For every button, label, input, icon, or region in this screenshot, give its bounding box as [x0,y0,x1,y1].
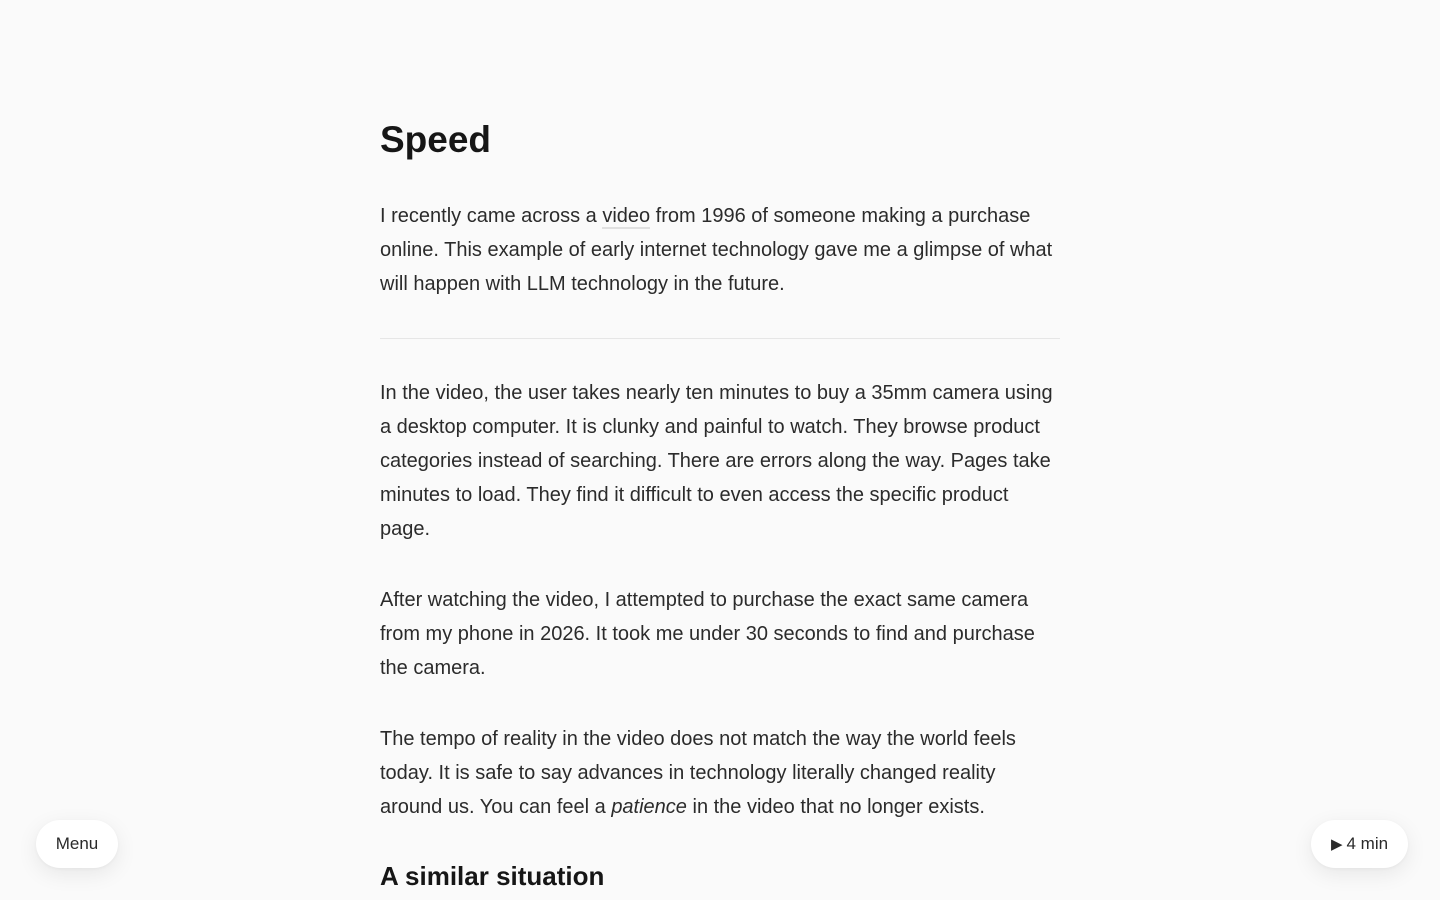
menu-button[interactable] [36,820,118,868]
video-link[interactable]: video [602,205,651,227]
body-paragraph-3 [380,722,1060,824]
menu-button-label: Menu [55,834,99,853]
reading-time-button[interactable] [1311,820,1408,868]
intro-text-after: from 1996 of someone making a purchase online. This example of early internet technology gave me a glimpse of what will happen with LLM technology in the future. [380,205,1053,295]
page-title: Speed [380,119,492,160]
para3-text-after: in the video that no longer exists. [686,796,985,818]
body-paragraph-2: After watching the video, I attempted to purchase the exact same camera from my phone in 2026. It took me under 30 seconds to find and purchase the camera. [380,589,1035,679]
emphasis-patience: patience [611,796,687,818]
para3-text-before: The tempo of reality in the video does not match the way the world feels today. It is safe to say advances in technology literally changed reality around us. You can feel a [380,728,1016,818]
reading-time-label: 4 min [1346,834,1389,853]
intro-paragraph [380,199,1060,301]
section-heading: A similar situation [380,861,605,891]
body-paragraph-1: In the video, the user takes nearly ten minutes to buy a 35mm camera using a desktop computer. It is clunky and painful to watch. They browse product categories instead of searching. There are errors along the way. Pages take minutes to load. They find it difficult to even access the specific product page. [380,382,1053,540]
intro-text-before: I recently came across a [380,205,603,227]
play-icon: ▶ [1330,836,1343,853]
section-divider [380,338,1060,339]
